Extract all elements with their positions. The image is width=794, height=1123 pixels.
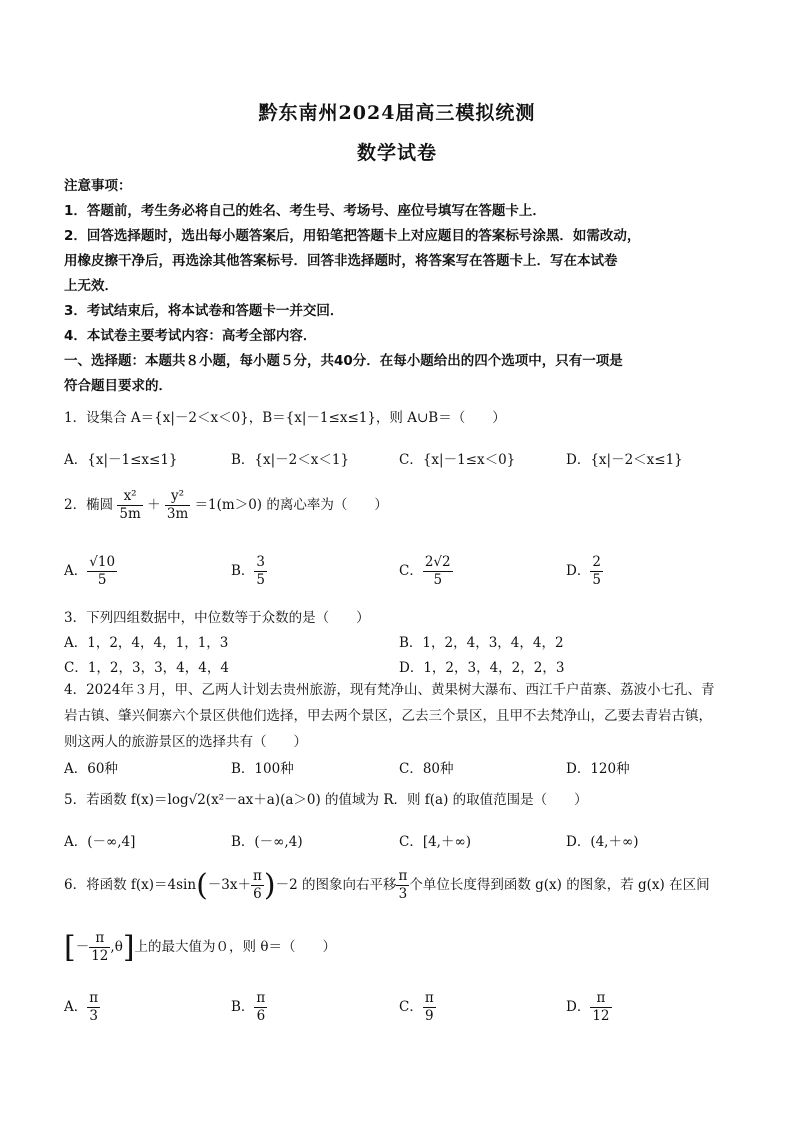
q6-option-a-label: A． (64, 999, 88, 1015)
q2-option-a-label: A． (64, 563, 88, 579)
q2-c-den: 5 (433, 572, 443, 588)
q2-a-den: 5 (97, 572, 107, 588)
q1-option-c: C．{x|－1≤x＜0} (399, 452, 516, 468)
q2-option-b-value (254, 554, 267, 589)
q6-option-a (64, 990, 100, 1025)
q2-option-b-label: B． (231, 563, 255, 579)
notes-heading: 注意事项： (64, 178, 132, 194)
q6-frac-pi-12 (89, 930, 110, 965)
q6-option-b (231, 990, 267, 1025)
q4-option-c: C．80种 (399, 761, 454, 777)
q2-option-b (231, 554, 267, 589)
q6-frac-pi-3 (396, 868, 409, 903)
question-6-line-2 (64, 930, 336, 965)
q6-b-num: π (256, 990, 266, 1006)
note-line: 2．回答选择题时，选出每小题答案后，用铅笔把答题卡上对应题目的答案标号涂黑．如需改动， (64, 228, 641, 244)
q4-line-3: 则这两人的旅游景区的选择共有（ ） (64, 734, 307, 750)
q6-option-d-label: D． (566, 999, 591, 1015)
q6-option-b-label: B． (231, 999, 255, 1015)
q5-option-b: B．(－∞,4) (231, 834, 303, 850)
note-line: 上无效． (64, 278, 118, 294)
q2-prefix: 2．椭圆 (64, 497, 114, 513)
q6-option-d (566, 990, 612, 1025)
q6-a-num: π (89, 990, 99, 1006)
q6-left-bracket: [ (64, 930, 76, 965)
q6-theta: ,θ (110, 939, 123, 955)
q3-option-b: B．1，2，4，3，4，4，2 (399, 635, 564, 651)
q3-option-d: D．1，2，3，4，2，2，3 (399, 660, 565, 676)
q2-option-d-label: D． (566, 563, 591, 579)
q3-option-a: A．1，2，4，4，1，1，3 (64, 635, 229, 651)
q2-a-num: √10 (89, 554, 116, 570)
note-line: 1．答题前，考生务必将自己的姓名、考生号、考场号、座位号填写在答题卡上． (64, 203, 546, 219)
q2-option-a-value (87, 554, 117, 589)
q2-option-c (399, 554, 453, 589)
section-heading-line: 一、选择题：本题共８小题，每小题５分，共40分．在每小题给出的四个选项中，只有一项是 (64, 353, 623, 369)
q2-option-c-label: C． (399, 563, 423, 579)
q1-option-d: D．{x|－2＜x≤1} (566, 452, 683, 468)
q6-d-num: π (590, 990, 611, 1008)
q6-right-paren: ) (263, 868, 276, 903)
question-2-stem (64, 488, 388, 523)
q4-line-2: 岩古镇、肇兴侗寨六个景区供他们选择，甲去两个景区，乙去三个景区，且甲不去梵净山，乙要去青岩古镇， (64, 708, 712, 724)
q4-line-1: 4．2024年３月，甲、乙两人计划去贵州旅游，现有梵净山、黄果树大瀑布、西江千户苗寨、荔波小七孔、青 (64, 682, 715, 698)
q3-option-c: C．1，2，3，3，4，4，4 (64, 660, 229, 676)
q2-d-den: 5 (592, 572, 601, 588)
q2-frac-y-num: y² (165, 488, 190, 506)
q2-option-d (566, 554, 603, 589)
q2-fraction-y (165, 488, 190, 523)
q5-option-a: A．(－∞,4] (64, 834, 136, 850)
q2-d-num: 2 (592, 554, 601, 570)
q6-option-d-value (590, 990, 611, 1025)
q6-option-c (399, 990, 436, 1025)
q6-line2-rest: 上的最大值为０，则 θ＝（ ） (134, 939, 336, 955)
q6-option-a-value (87, 990, 100, 1025)
q6-b-den: 6 (256, 1008, 266, 1024)
q6-inner-left: －3x＋ (207, 877, 251, 893)
q6-c-num: π (424, 990, 434, 1006)
note-line: 4．本试卷主要考试内容：高考全部内容． (64, 328, 317, 344)
q6-frac-pi-6 (251, 868, 264, 903)
notes-section (64, 174, 736, 399)
q6-pi-2: π (398, 868, 408, 884)
exam-title: 黔东南州2024届高三模拟统测 (258, 102, 536, 124)
q2-option-d-value (590, 554, 603, 589)
q2-b-den: 5 (256, 572, 266, 588)
q6-part2: －2 的图象向右平移 (275, 877, 397, 893)
q6-d-den: 12 (592, 1008, 610, 1024)
exam-subtitle: 数学试卷 (356, 142, 437, 164)
q2-c-num: 2√2 (424, 554, 451, 570)
q4-option-a: A．60种 (64, 761, 118, 777)
q2-frac-x-den: 5m (119, 506, 141, 522)
q6-left-paren: ( (196, 868, 208, 903)
q4-option-d: D．120种 (566, 761, 630, 777)
q5-option-d: D．(4,＋∞) (566, 834, 639, 850)
q5-option-c: C．[4,＋∞) (399, 834, 471, 850)
q6-option-c-value (423, 990, 436, 1025)
q6-pi-3: π (89, 930, 110, 948)
q6-pi: π (252, 868, 262, 884)
q6-minus: － (75, 939, 90, 955)
q6-a-den: 3 (89, 1008, 98, 1024)
q6-option-c-label: C． (399, 999, 423, 1015)
q6-option-b-value (254, 990, 267, 1025)
q6-six: 6 (253, 886, 262, 902)
q2-frac-y-den: 3m (166, 506, 189, 522)
section-heading-line: 符合题目要求的． (64, 378, 172, 394)
question-6-line-1 (64, 868, 710, 903)
q2-plus: ＋ (147, 497, 161, 513)
note-line: 用橡皮擦干净后，再选涂其他答案标号．回答非选择题时，将答案写在答题卡上．写在本试卷 (64, 253, 618, 269)
note-line: 3．考试结束后，将本试卷和答题卡一并交回． (64, 303, 344, 319)
question-5-stem: 5．若函数 f(x)＝log√2(x²－ax＋a)(a＞0) 的值域为 R．则 f(a) 的取值范围是（ ） (64, 792, 588, 808)
q2-suffix: ＝1(m＞0) 的离心率为（ ） (194, 497, 388, 513)
q4-option-b: B．100种 (231, 761, 294, 777)
q6-c-den: 9 (424, 1008, 434, 1024)
q2-b-num: 3 (256, 554, 266, 570)
q6-right-bracket: ] (122, 930, 135, 965)
question-3-stem: 3．下列四组数据中，中位数等于众数的是（ ） (64, 610, 370, 626)
q2-option-a (64, 554, 117, 589)
q2-fraction-x (117, 488, 142, 523)
q2-option-c-value (423, 554, 453, 589)
q6-three: 3 (398, 886, 408, 902)
q1-option-b: B．{x|－2＜x＜1} (231, 452, 350, 468)
q2-frac-x-num: x² (117, 488, 142, 506)
q1-option-a: A．{x|－1≤x≤1} (64, 452, 178, 468)
q6-part3: 个单位长度得到函数 g(x) 的图象，若 g(x) 在区间 (409, 877, 710, 893)
q6-part1: 6．将函数 f(x)＝4sin (64, 877, 197, 893)
q6-twelve: 12 (91, 948, 109, 964)
question-1-stem: 1．设集合 A＝{x|－2＜x＜0}，B＝{x|－1≤x≤1}，则 A∪B＝（ ） (64, 410, 506, 426)
